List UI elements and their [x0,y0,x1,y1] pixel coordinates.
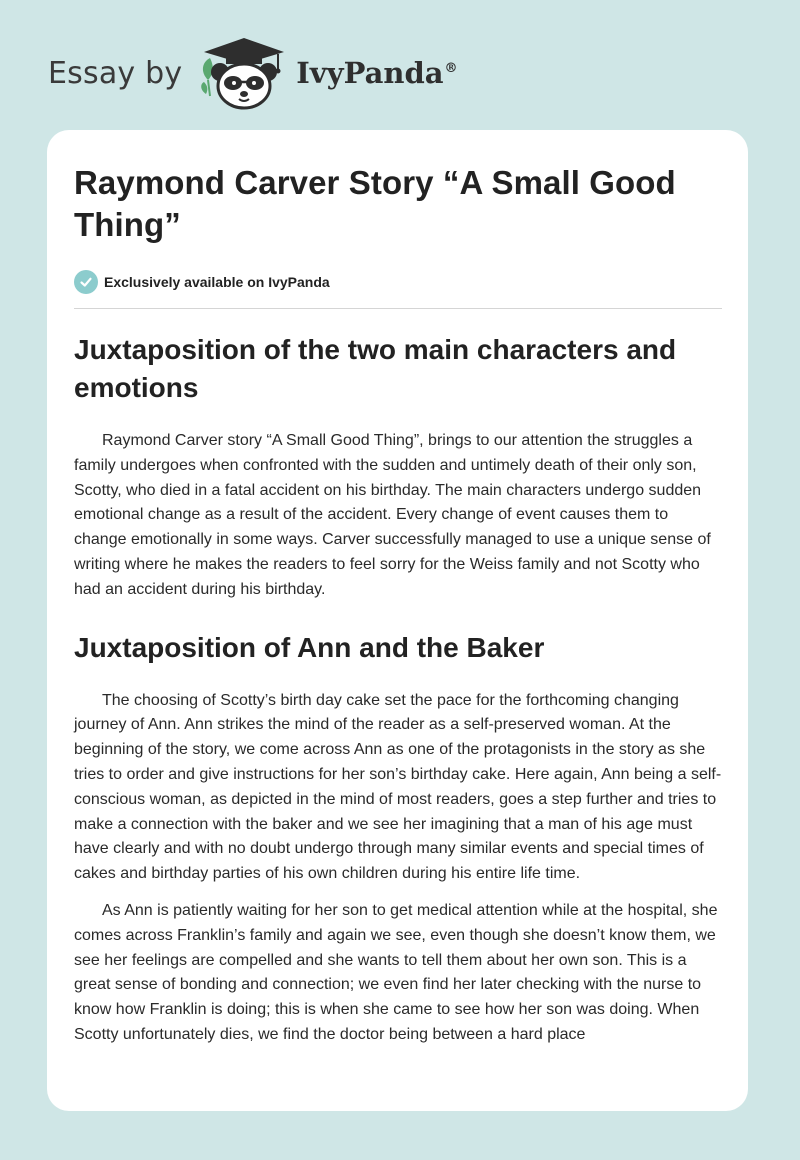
exclusive-label: Exclusively available on IvyPanda [104,274,330,290]
paragraph: The choosing of Scotty’s birth day cake set the pace for the forthcoming changing journey of Ann. Ann strikes the mind of the reader as a self-preserved woman. At the beginning of the story, we come across Ann as one of the protagonists in the story as she tries to order and give instructions for her son’s birthday cake. Here again, Ann being a self-conscious woman, as depicted in the mind of most readers, goes a step further and tries to make a connection with the baker and we see her imagining that a man of his age must have clearly and with no doubt undergo through many similar events and special times of cakes and birthday parties of his own children during his entire life time. [74,691,722,883]
check-mark-svg [79,275,93,289]
title-divider [74,308,722,309]
page-title: Raymond Carver Story “A Small Good Thing” [74,164,676,243]
check-icon [74,270,98,294]
essay-card [47,130,748,1111]
brand-name-text: IvyPanda [296,56,444,90]
paragraph: Raymond Carver story “A Small Good Thing”, brings to our attention the struggles a family undergoes when confronted with the sudden and untimely death of their only son, Scotty, who died in a fatal accident on his birthday. The main characters undergo sudden emotional change as a result of the accident. Every change of event causes them to change emotionally in some ways. Carver successfully managed to use a unique sense of writing where he makes the readers to feel sorry for the Weiss family and not Scotty who had an accident during his birthday. [74,432,711,598]
section-heading-characters: Juxtaposition of the two main characters and emotions [74,334,677,403]
paragraph: As Ann is patiently waiting for her son to get medical attention while at the hospital, she comes across Franklin’s family and again we see, even though she doesn’t know them, we see her feelings are compelled and she wants to tell them about her own son. This is a great sense of bonding and connection; we even find her later checking with the nurse to know how Franklin is doing; this is when she came to see how her son was doing. When Scotty unfortunately dies, we find the doctor being between a hard place [74,901,718,1043]
brand-prefix: Essay by [48,55,183,91]
exclusive-badge [74,268,722,296]
section-heading-ann-baker: Juxtaposition of Ann and the Baker [74,631,545,663]
registered-mark: ® [444,61,458,77]
panda-mascot-icon [196,36,290,110]
brand-name [296,56,457,90]
brand-header [48,36,458,110]
